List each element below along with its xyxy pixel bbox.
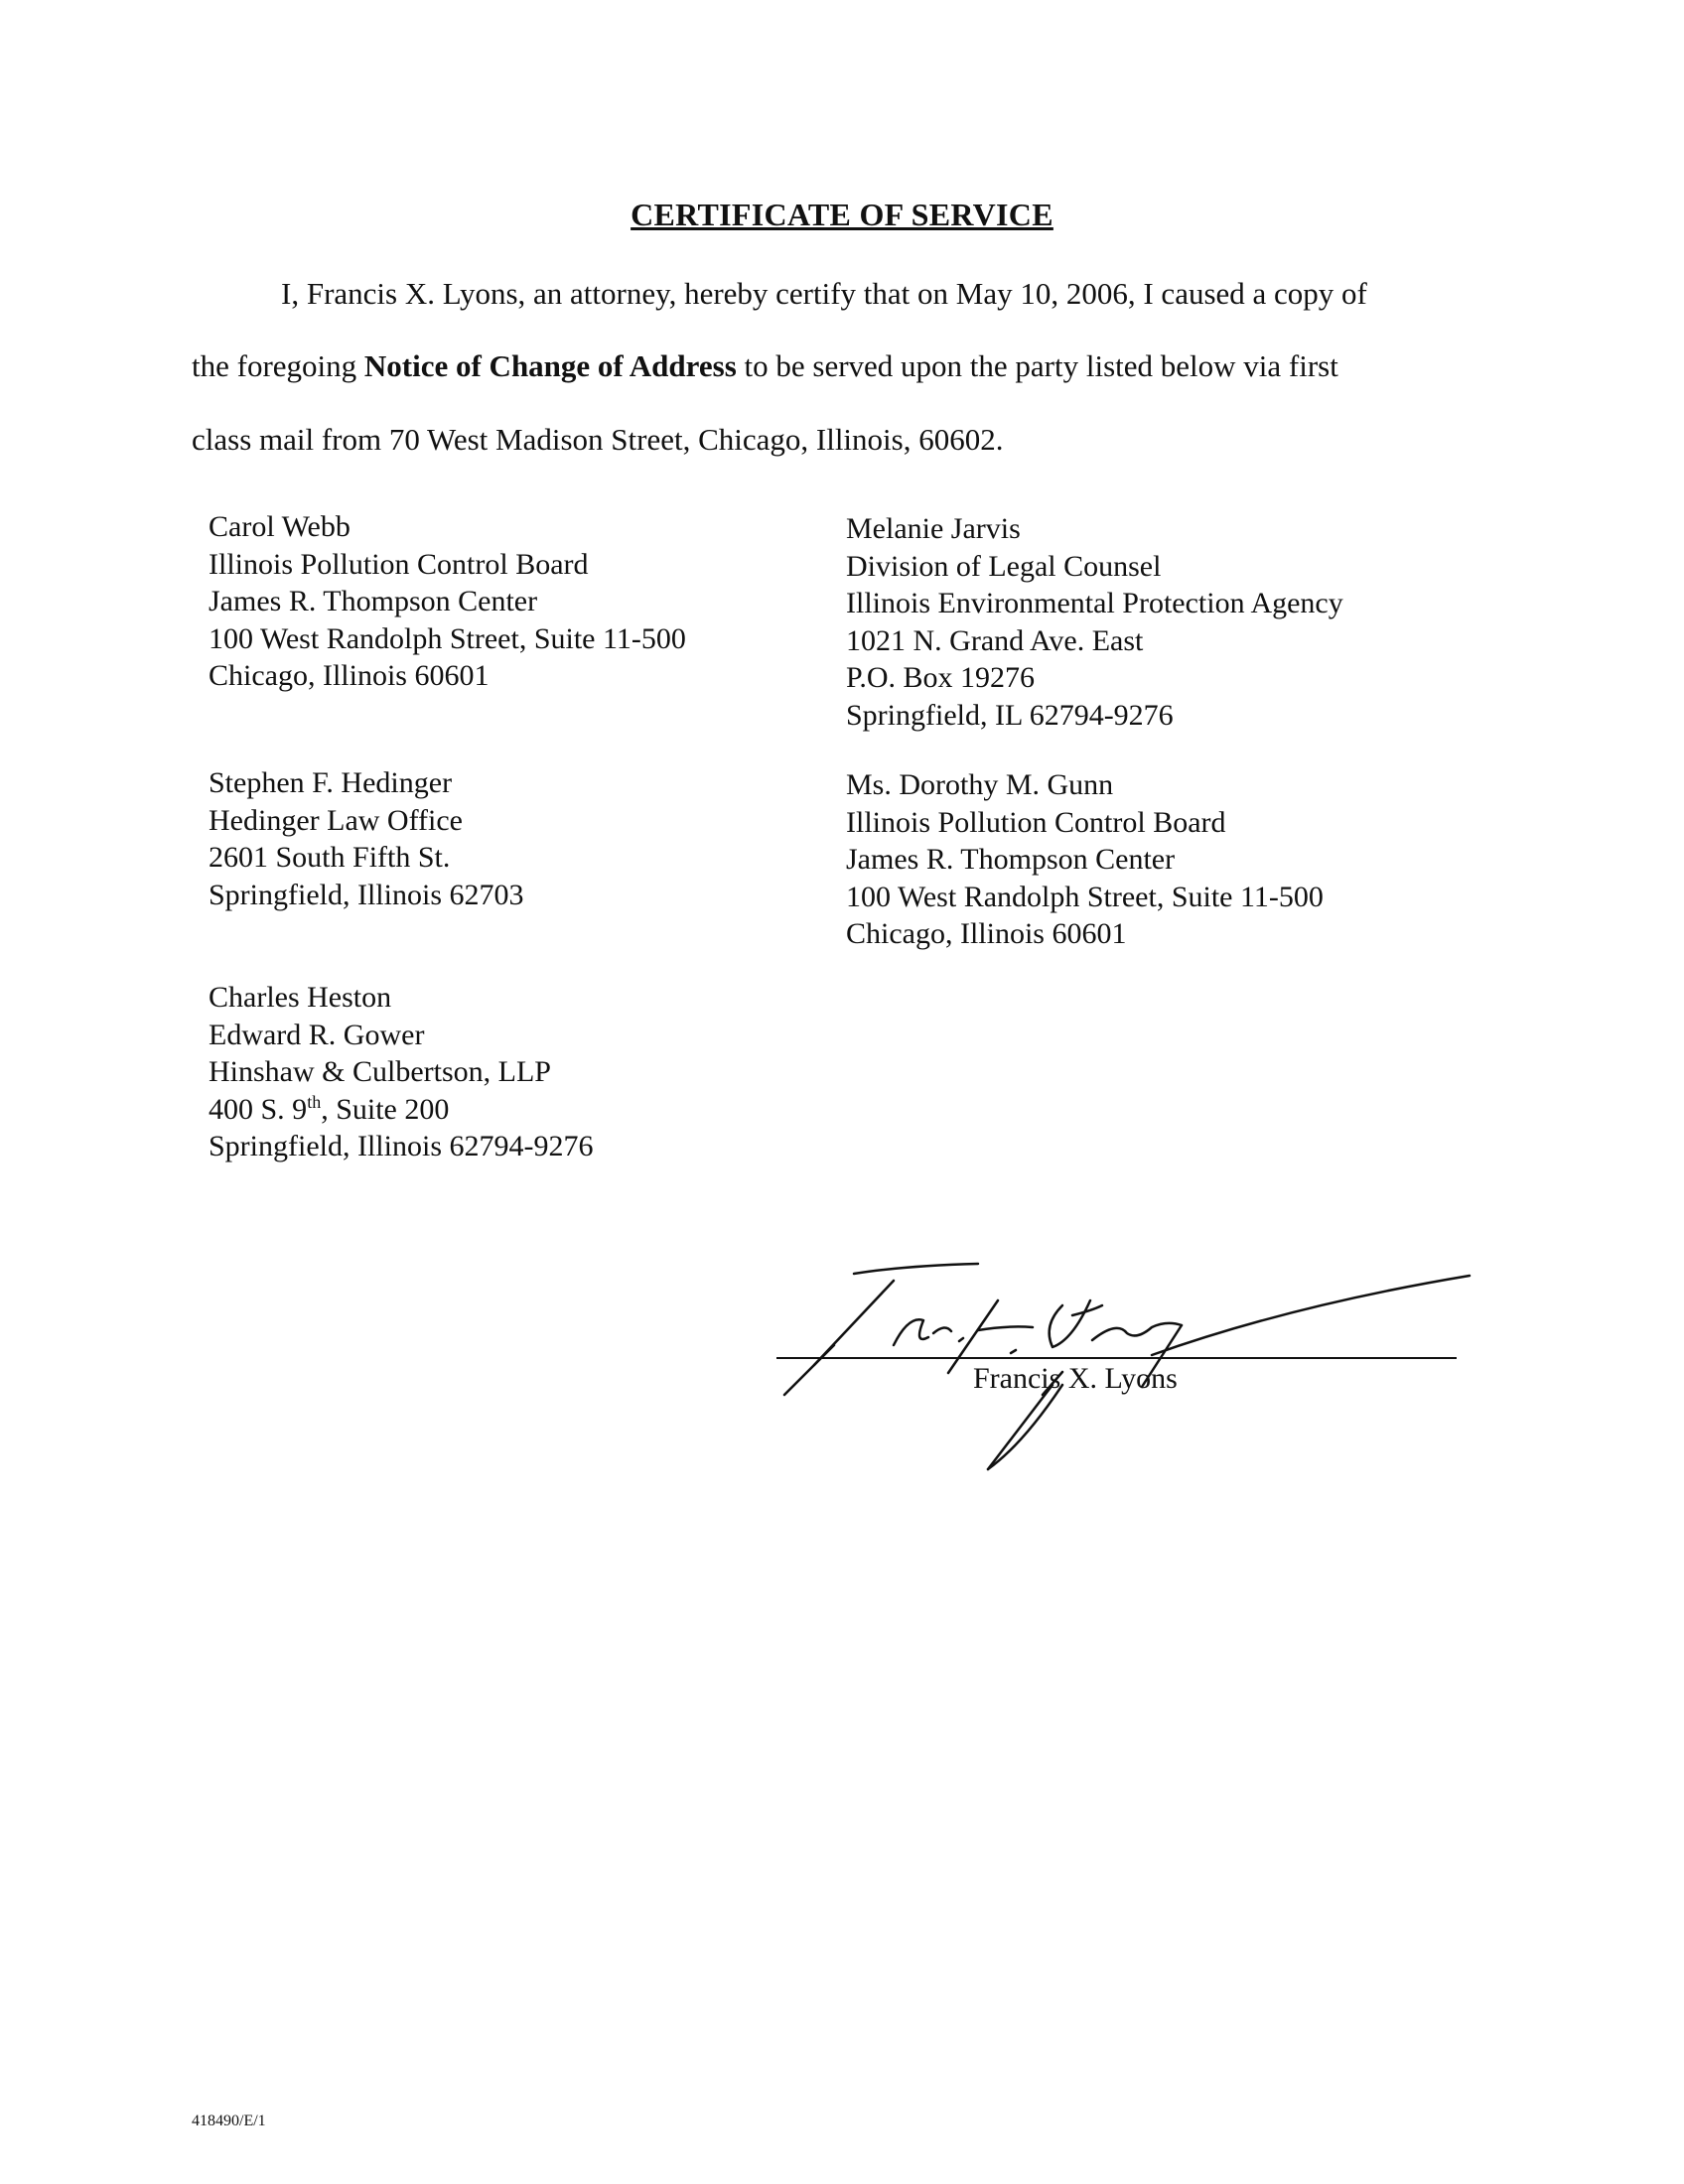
- recipient-city: Springfield, IL 62794-9276: [846, 698, 1174, 732]
- recipient-gunn: [846, 766, 1324, 953]
- document-id: 418490/E/1: [192, 2113, 266, 2129]
- recipient-street: [209, 1091, 593, 1129]
- recipient-jarvis: [846, 510, 1343, 734]
- recipient-org: Hedinger Law Office: [209, 803, 463, 837]
- recipient-name: Ms. Dorothy M. Gunn: [846, 768, 1114, 801]
- recipient-name-2: Edward R. Gower: [209, 1018, 425, 1051]
- street-number: 400 S. 9: [209, 1092, 308, 1126]
- recipient-city: Springfield, Illinois 62794-9276: [209, 1130, 594, 1162]
- recipient-street: 2601 South Fifth St.: [209, 841, 451, 874]
- document-name: Notice of Change of Address: [363, 348, 737, 383]
- recipient-city: Springfield, Illinois 62703: [209, 878, 524, 911]
- recipient-org: Illinois Pollution Control Board: [209, 547, 589, 581]
- ordinal-suffix: th: [307, 1091, 322, 1112]
- recipient-name: Charles Heston: [209, 981, 392, 1014]
- recipient-org: Illinois Environmental Protection Agency: [846, 587, 1343, 619]
- certification-line-1: I, Francis X. Lyons, an attorney, hereby certify that on May 10, 2006, I caused a copy of: [281, 276, 1367, 311]
- recipient-org: Illinois Pollution Control Board: [846, 805, 1226, 839]
- recipient-po-box: P.O. Box 19276: [846, 661, 1036, 694]
- recipient-hedinger: [209, 764, 524, 913]
- recipient-street: 100 West Randolph Street, Suite 11-500: [209, 621, 686, 655]
- certification-line-3: class mail from 70 West Madison Street, Chicago, Illinois, 60602.: [192, 422, 1004, 457]
- page-title: CERTIFICATE OF SERVICE: [631, 197, 1053, 232]
- recipient-name: Melanie Jarvis: [846, 512, 1021, 545]
- certification-line-2: [192, 348, 1338, 384]
- recipient-city: Chicago, Illinois 60601: [846, 917, 1127, 950]
- recipient-street: 100 West Randolph Street, Suite 11-500: [846, 880, 1324, 913]
- signature-line: [776, 1357, 1457, 1359]
- recipient-building: James R. Thompson Center: [846, 843, 1176, 876]
- recipient-heston: [209, 979, 593, 1165]
- recipient-city: Chicago, Illinois 60601: [209, 659, 490, 692]
- recipient-org: Hinshaw & Culbertson, LLP: [209, 1055, 551, 1088]
- handwritten-signature: [774, 1246, 1509, 1474]
- line2-text-tail: to be served upon the party listed below via first: [736, 348, 1338, 383]
- recipient-division: Division of Legal Counsel: [846, 549, 1162, 583]
- recipient-building: James R. Thompson Center: [209, 585, 538, 617]
- recipient-webb: [209, 508, 686, 695]
- recipient-street: 1021 N. Grand Ave. East: [846, 623, 1144, 657]
- signer-name: Francis X. Lyons: [973, 1362, 1178, 1395]
- line2-text: the foregoing: [192, 348, 364, 383]
- recipient-name: Stephen F. Hedinger: [209, 766, 453, 799]
- recipient-name: Carol Webb: [209, 510, 351, 543]
- suite: , Suite 200: [321, 1092, 450, 1126]
